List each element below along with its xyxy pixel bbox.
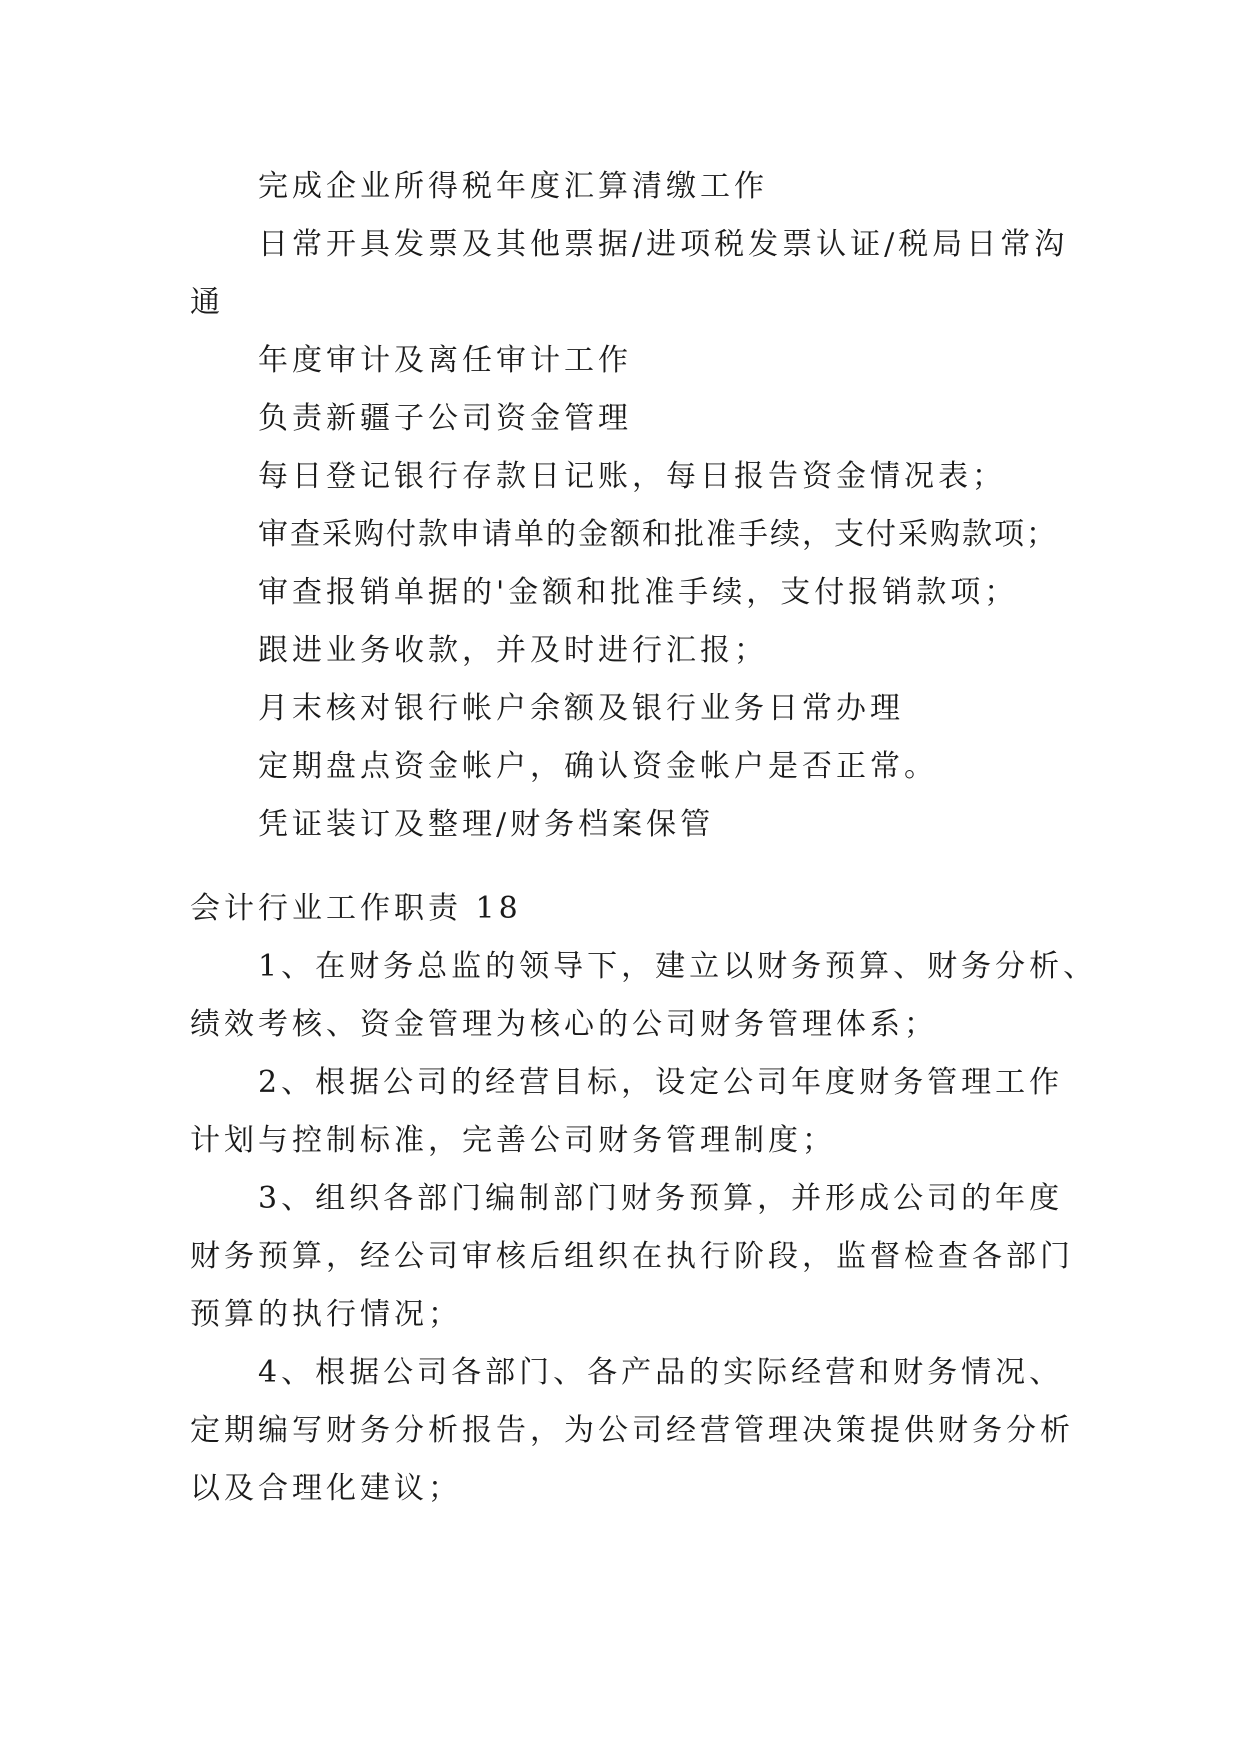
paragraph-line: 负责新疆子公司资金管理 [258, 401, 632, 436]
paragraph-line-continuation: 绩效考核、资金管理为核心的公司财务管理体系； [190, 1007, 938, 1042]
paragraph-line-continuation: 定期编写财务分析报告，为公司经营管理决策提供财务分析 [190, 1413, 1074, 1448]
paragraph-line-continuation: 计划与控制标准，完善公司财务管理制度； [190, 1123, 836, 1158]
paragraph-line-continuation: 预算的执行情况； [190, 1297, 462, 1332]
paragraph-line: 审查采购付款申请单的金额和批准手续，支付采购款项； [258, 517, 1058, 552]
paragraph-line: 3、组织各部门编制部门财务预算，并形成公司的年度 [258, 1181, 1064, 1216]
paragraph-line: 2、根据公司的经营目标，设定公司年度财务管理工作 [258, 1065, 1064, 1100]
paragraph-line: 年度审计及离任审计工作 [258, 343, 632, 378]
paragraph-line: 审查报销单据的'金额和批准手续，支付报销款项； [258, 575, 1019, 610]
paragraph-line: 日常开具发票及其他票据/进项税发票认证/税局日常沟 [258, 227, 1069, 262]
paragraph-line: 1、在财务总监的领导下，建立以财务预算、财务分析、 [258, 949, 1098, 984]
paragraph-line: 定期盘点资金帐户，确认资金帐户是否正常。 [258, 749, 938, 784]
paragraph-line: 月末核对银行帐户余额及银行业务日常办理 [258, 691, 904, 726]
paragraph-line: 完成企业所得税年度汇算清缴工作 [258, 169, 768, 204]
paragraph-line: 凭证装订及整理/财务档案保管 [258, 807, 715, 842]
paragraph-line: 跟进业务收款，并及时进行汇报； [258, 633, 768, 668]
paragraph-line-continuation: 财务预算，经公司审核后组织在执行阶段，监督检查各部门 [190, 1239, 1074, 1274]
section-duties-list [190, 158, 1070, 854]
paragraph-line: 每日登记银行存款日记账，每日报告资金情况表； [258, 459, 1006, 494]
paragraph-line-continuation: 以及合理化建议； [190, 1471, 462, 1506]
paragraph-line-continuation: 通 [190, 285, 224, 320]
section-heading: 会计行业工作职责 18 [190, 891, 522, 926]
paragraph-line: 4、根据公司各部门、各产品的实际经营和财务情况、 [258, 1355, 1064, 1390]
section-accounting-duties [190, 880, 1098, 1518]
